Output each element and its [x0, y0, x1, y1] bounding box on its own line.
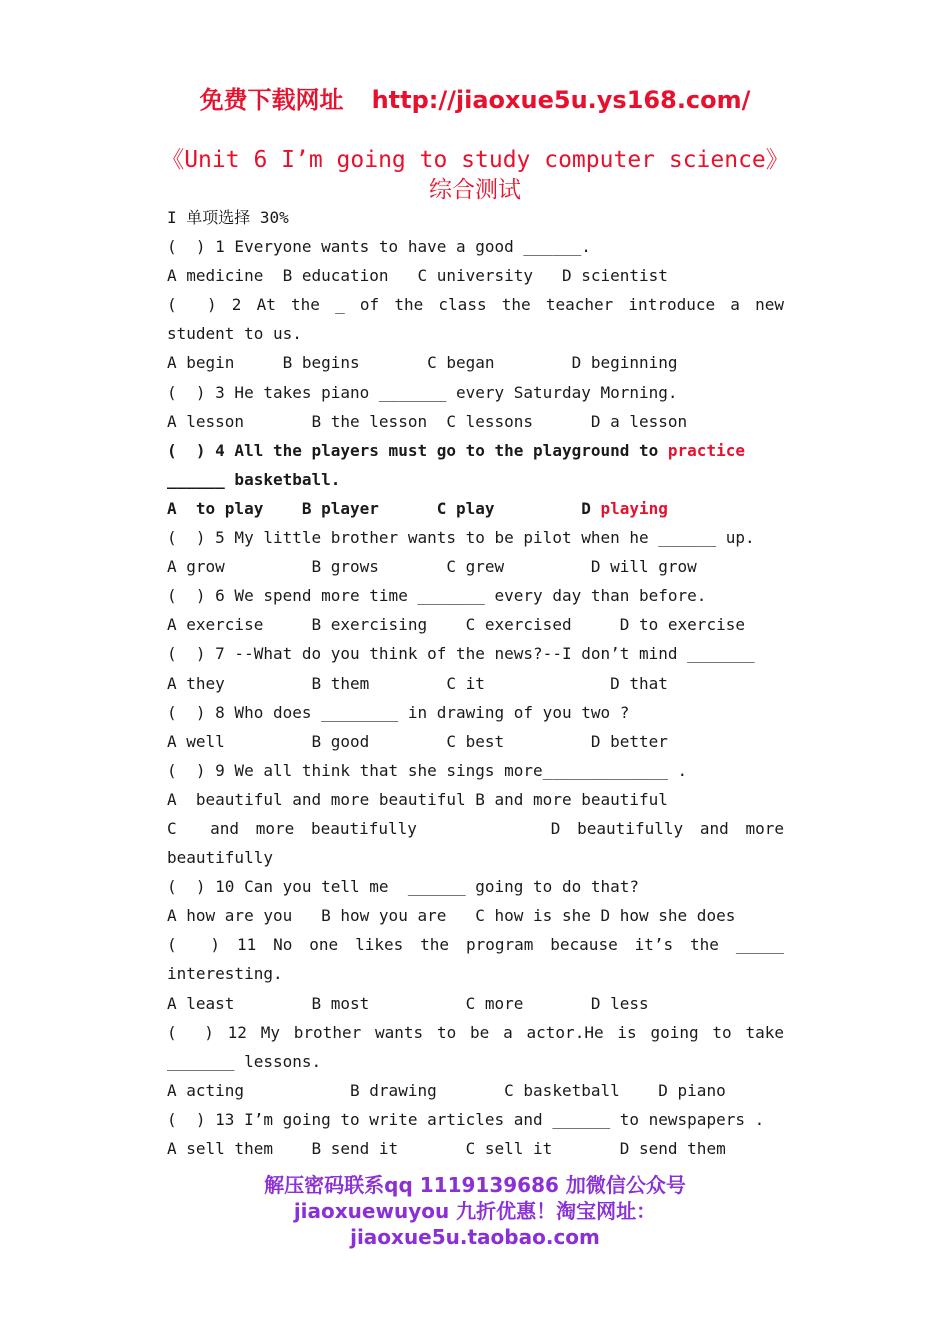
- options-4-highlight: playing: [600, 498, 668, 518]
- options-2: A begin B begins C began D beginning: [167, 353, 678, 373]
- question-2-cont: student to us.: [167, 324, 302, 344]
- footer-line-1: 解压密码联系qq 1119139686 加微信公众号: [264, 1173, 686, 1197]
- question-13: ( ) 13 I’m going to write articles and ______ to newspapers .: [167, 1109, 765, 1129]
- options-4: [167, 494, 784, 523]
- question-12-cont: _______ lessons.: [167, 1051, 322, 1071]
- options-6: A exercise B exercising C exercised D to exercise: [167, 615, 745, 635]
- options-10: A how are you B how you are C how is she D how she does: [167, 906, 736, 926]
- question-11-cont: interesting.: [167, 964, 283, 984]
- question-6: ( ) 6 We spend more time _______ every day than before.: [167, 586, 707, 606]
- options-9b-cont: beautifully: [167, 848, 273, 868]
- section-heading: I 单项选择 30%: [167, 208, 289, 227]
- options-1: A medicine B education C university D scientist: [167, 266, 668, 286]
- question-8: ( ) 8 Who does ________ in drawing of you two ?: [167, 702, 630, 722]
- options-5: A grow B grows C grew D will grow: [167, 557, 697, 577]
- question-4-text: ( ) 4 All the players must go to the playground to: [167, 440, 668, 460]
- question-4-cont: ______ basketball.: [167, 469, 341, 489]
- question-4: [167, 436, 784, 465]
- question-12: ( ) 12 My brother wants to be a actor.He is going to take: [167, 1022, 784, 1042]
- question-4-highlight: practice: [667, 440, 745, 460]
- footer-line-2: jiaoxuewuyou 九折优惠！淘宝网址：: [293, 1199, 657, 1223]
- options-11: A least B most C more D less: [167, 993, 649, 1013]
- question-11: ( ) 11 No one likes the program because it’s the _____: [167, 935, 784, 955]
- question-5: ( ) 5 My little brother wants to be pilot when he ______ up.: [167, 528, 755, 548]
- options-9a: A beautiful and more beautiful B and more beautiful: [167, 789, 668, 809]
- download-header: [0, 80, 950, 115]
- contact-footer: [0, 1172, 950, 1250]
- download-url[interactable]: http://jiaoxue5u.ys168.com/: [371, 86, 751, 114]
- question-3: ( ) 3 He takes piano _______ every Saturday Morning.: [167, 382, 678, 402]
- question-9: ( ) 9 We all think that she sings more_____________ .: [167, 760, 688, 780]
- question-2: ( ) 2 At the _ of the class the teacher introduce a new: [167, 295, 784, 315]
- options-13: A sell them B send it C sell it D send them: [167, 1139, 726, 1158]
- page-title: 《Unit 6 I’m going to study computer science》综合测试: [161, 147, 789, 203]
- download-label: 免费下载网址: [199, 86, 344, 114]
- question-10: ( ) 10 Can you tell me ______ going to do that?: [167, 877, 640, 897]
- footer-shop-link[interactable]: jiaoxue5u.taobao.com: [350, 1225, 600, 1249]
- question-1: ( ) 1 Everyone wants to have a good ______.: [167, 237, 591, 257]
- quiz-content: [167, 203, 784, 1163]
- options-9b: C and more beautifully D beautifully and more: [167, 818, 784, 838]
- question-7: ( ) 7 --What do you think of the news?--I don’t mind _______: [167, 644, 755, 664]
- options-12: A acting B drawing C basketball D piano: [167, 1080, 726, 1100]
- options-7: A they B them C it D that: [167, 673, 668, 693]
- options-4-text: A to play B player C play D: [167, 498, 601, 518]
- options-8: A well B good C best D better: [167, 731, 668, 751]
- options-3: A lesson B the lesson C lessons D a lesson: [167, 411, 688, 431]
